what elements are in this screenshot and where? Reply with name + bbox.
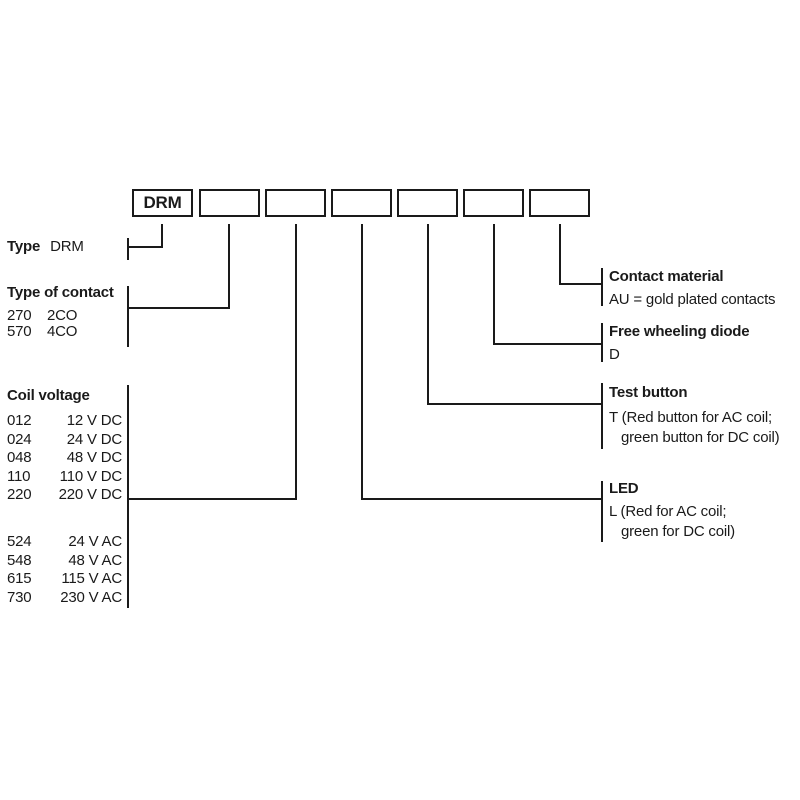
code-box-contact-material <box>529 189 590 217</box>
contact-option-row <box>7 324 122 340</box>
drop-line-coil-voltage <box>295 224 297 500</box>
contact-code: 570 <box>7 323 32 340</box>
tick-contact <box>127 286 129 347</box>
coil-code: 048 <box>7 449 32 467</box>
coil-code: 615 <box>7 570 32 588</box>
coil-voltage-row <box>7 412 122 431</box>
coil-code: 524 <box>7 532 32 550</box>
connector-led <box>361 498 603 500</box>
code-box-led <box>331 189 392 217</box>
coil-voltage-row <box>7 431 122 450</box>
tick-diode <box>601 323 603 362</box>
tick-type <box>127 238 129 260</box>
coil-voltage-row <box>7 486 122 505</box>
coil-voltage-row <box>7 589 122 608</box>
drop-line-contact <box>228 224 230 309</box>
type-label: Type <box>7 238 41 255</box>
coil-value: 48 V AC <box>68 551 122 569</box>
connector-type <box>128 246 163 248</box>
tick-coil-voltage <box>127 385 129 608</box>
test-button-desc-line2: green button for DC coil) <box>621 429 780 446</box>
free-wheeling-diode-section <box>609 324 749 365</box>
contact-code: 270 <box>7 307 32 324</box>
led-desc-line1: L (Red for AC coil; <box>609 503 727 520</box>
code-box-coil-voltage <box>265 189 326 217</box>
test-button-heading: Test button <box>609 384 688 401</box>
code-box-diode <box>463 189 524 217</box>
coil-voltage-row <box>7 570 122 589</box>
free-wheeling-diode-desc: D <box>609 346 620 363</box>
coil-value: 48 V DC <box>66 449 122 467</box>
contact-option-row <box>7 308 122 324</box>
test-button-desc-line1: T (Red button for AC coil; <box>609 409 772 426</box>
coil-value: 24 V AC <box>68 532 122 550</box>
connector-contact <box>128 307 230 309</box>
connector-diode <box>493 343 603 345</box>
code-box-type: DRM <box>132 189 193 217</box>
drop-line-contact-material <box>559 224 561 285</box>
led-heading: LED <box>609 480 639 497</box>
drop-line-test-button <box>427 224 429 405</box>
coil-value: 220 V DC <box>58 486 122 504</box>
tick-led <box>601 481 603 542</box>
connector-coil-voltage <box>128 498 297 500</box>
test-button-section <box>609 385 779 448</box>
coil-value: 230 V AC <box>60 588 122 606</box>
coil-voltage-section <box>7 388 122 607</box>
coil-voltage-row <box>7 449 122 468</box>
type-of-contact-section <box>7 285 122 340</box>
led-desc-line2: green for DC coil) <box>621 523 735 540</box>
led-section <box>609 481 735 542</box>
drop-line-diode <box>493 224 495 345</box>
tick-test-button <box>601 383 603 449</box>
contact-material-heading: Contact material <box>609 268 724 285</box>
free-wheeling-diode-heading: Free wheeling diode <box>609 323 750 340</box>
type-of-contact-heading: Type of contact <box>7 284 114 301</box>
coil-voltage-row <box>7 533 122 552</box>
drop-line-type <box>161 224 163 248</box>
code-box-contact <box>199 189 260 217</box>
contact-material-section <box>609 269 775 310</box>
type-value: DRM <box>50 238 84 255</box>
coil-value: 12 V DC <box>66 412 122 429</box>
coil-code: 110 <box>7 467 31 485</box>
contact-value: 4CO <box>47 323 78 340</box>
coil-code: 024 <box>7 430 32 448</box>
coil-code: 548 <box>7 551 32 569</box>
coil-code: 012 <box>7 412 32 429</box>
drop-line-led <box>361 224 363 500</box>
coil-value: 110 V DC <box>59 467 122 485</box>
coil-voltage-heading: Coil voltage <box>7 387 90 404</box>
code-box-test-button <box>397 189 458 217</box>
tick-contact-material <box>601 268 603 306</box>
coil-code: 220 <box>7 486 32 504</box>
connector-contact-material <box>559 283 603 285</box>
type-row <box>7 239 84 254</box>
coil-value: 24 V DC <box>66 430 122 448</box>
connector-test-button <box>427 403 603 405</box>
coil-voltage-row <box>7 552 122 571</box>
coil-value: 115 V AC <box>61 570 122 588</box>
coil-code: 730 <box>7 588 32 606</box>
coil-voltage-row <box>7 468 122 487</box>
contact-value: 2CO <box>47 307 78 324</box>
contact-material-desc: AU = gold plated contacts <box>609 291 776 308</box>
